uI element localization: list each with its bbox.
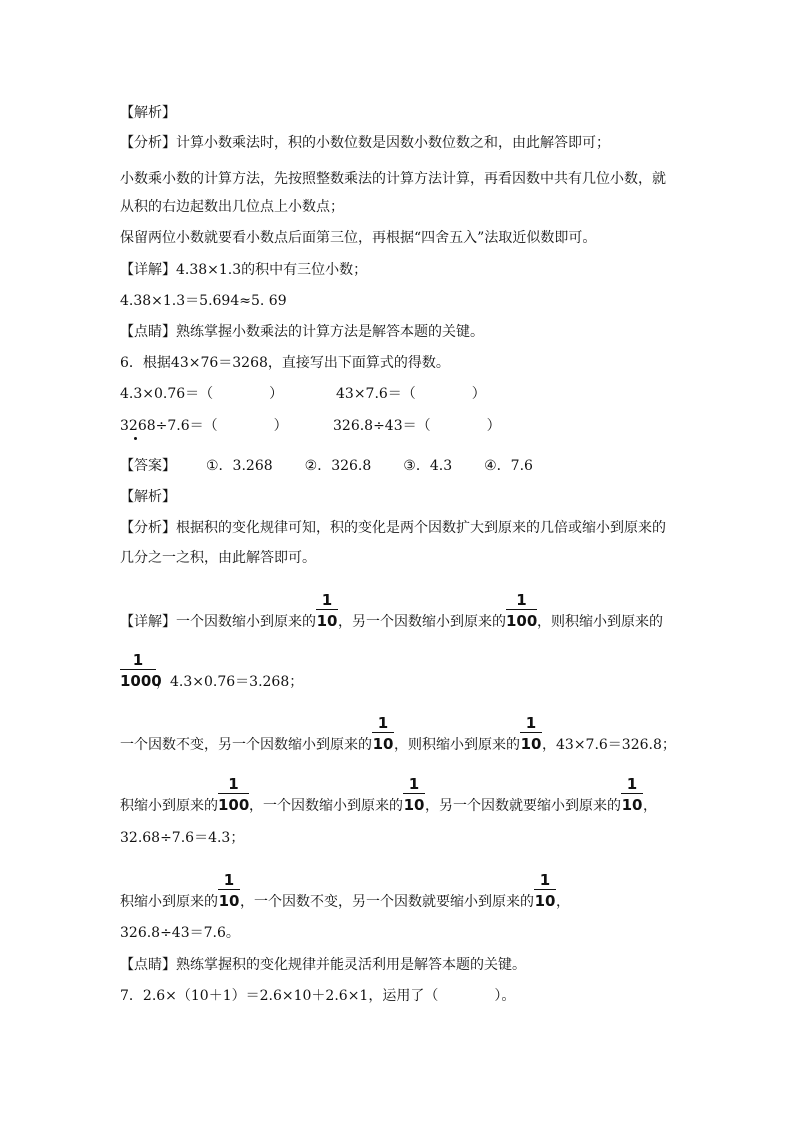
fraction-one-tenth: $\frac{1}{10}$: [372, 714, 394, 753]
detail-line-5: 32.68÷7.6＝4.3；: [120, 830, 245, 846]
key-point-1: 【点睛】熟练掌握小数乘法的计算方法是解答本题的关键。: [120, 324, 484, 340]
detail-line-1: 【详解】一个因数缩小到原来的 $\frac{1}{10}$ ，另一个因数缩小到原来的 $\frac{1}{100}$ ，则积缩小到原来的: [120, 591, 663, 630]
fraction-one-tenth: $\frac{1}{10}$: [403, 775, 425, 814]
answer-item-3: ③．4.3: [403, 458, 453, 474]
analysis-text-2: 【分析】根据积的变化规律可知，积的变化是两个因数扩大到原来的几倍或缩小到原来的: [120, 520, 666, 536]
equation-1b: 43×7.6＝（ ）: [336, 386, 486, 402]
question-7: 7．2.6×（10＋1）＝2.6×10＋2.6×1，运用了（ ）。: [120, 988, 516, 1004]
answer-item-2: ②．326.8: [304, 458, 372, 474]
fraction-one-tenth: $\frac{1}{10}$: [621, 775, 643, 814]
detail-line-2: $\frac{1}{1000}$ ，4.3×0.76＝3.268；: [120, 651, 304, 690]
detail-calculation-1: 4.38×1.3＝5.694≈5. 69: [120, 293, 287, 309]
fraction-one-tenth: $\frac{1}{10}$: [534, 871, 556, 910]
answer-row: [120, 457, 533, 475]
key-point-2: 【点睛】熟练掌握积的变化规律并能灵活利用是解答本题的关键。: [120, 957, 526, 973]
fraction-one-hundredth: $\frac{1}{100}$: [218, 775, 250, 814]
detail-line-4: 积缩小到原来的 $\frac{1}{100}$ ，一个因数缩小到原来的 $\frac{1}{10}$ ，另一个因数就要缩小到原来的 $\frac{1}{10}$ ，: [120, 775, 657, 814]
equation-1a: 4.3×0.76＝（ ）: [120, 386, 284, 402]
fraction-one-thousandth: $\frac{1}{1000}$: [120, 651, 162, 690]
analysis-heading-1: 【解析】: [120, 105, 176, 121]
detail-line-6: 积缩小到原来的 $\frac{1}{10}$ ，一个因数不变，另一个因数就要缩小到原来的 $\frac{1}{10}$ ，: [120, 871, 570, 910]
fraction-one-hundredth: $\frac{1}{100}$: [506, 591, 538, 630]
fraction-one-tenth: $\frac{1}{10}$: [316, 591, 338, 630]
question-6: 6．根据43×76＝3268，直接写出下面算式的得数。: [120, 355, 450, 371]
emphasis-dot: [134, 437, 137, 440]
detail-text-1: 【详解】4.38×1.3的积中有三位小数；: [120, 262, 368, 278]
fraction-one-tenth: $\frac{1}{10}$: [218, 871, 240, 910]
answer-item-1: ①．3.268: [206, 458, 273, 474]
analysis-heading-2: 【解析】: [120, 489, 176, 505]
analysis-text-1: 【分析】计算小数乘法时，积的小数位数是因数小数位数之和，由此解答即可；: [120, 135, 610, 151]
detail-line-3: 一个因数不变，另一个因数缩小到原来的 $\frac{1}{10}$ ，则积缩小到原来的 $\frac{1}{10}$ ，43×7.6＝326.8；: [120, 714, 676, 753]
answer-label: 【答案】: [120, 458, 176, 474]
fraction-one-tenth: $\frac{1}{10}$: [520, 714, 542, 753]
equation-2b: 326.8÷43＝（ ）: [333, 418, 501, 434]
detail-line-7: 326.8÷43＝7.6。: [120, 925, 240, 941]
method-text-line-2: 从积的右边起数出几位点上小数点；: [120, 199, 344, 215]
rounding-text: 保留两位小数就要看小数点后面第三位，再根据“四舍五入”法取近似数即可。: [120, 230, 597, 246]
equation-2a: 3268÷7.6＝（ ）: [120, 418, 288, 434]
method-text-line-1: 小数乘小数的计算方法，先按照整数乘法的计算方法计算，再看因数中共有几位小数，就: [120, 171, 666, 187]
answer-item-4: ④．7.6: [484, 458, 533, 474]
analysis-text-2-cont: 几分之一之积，由此解答即可。: [120, 550, 316, 566]
